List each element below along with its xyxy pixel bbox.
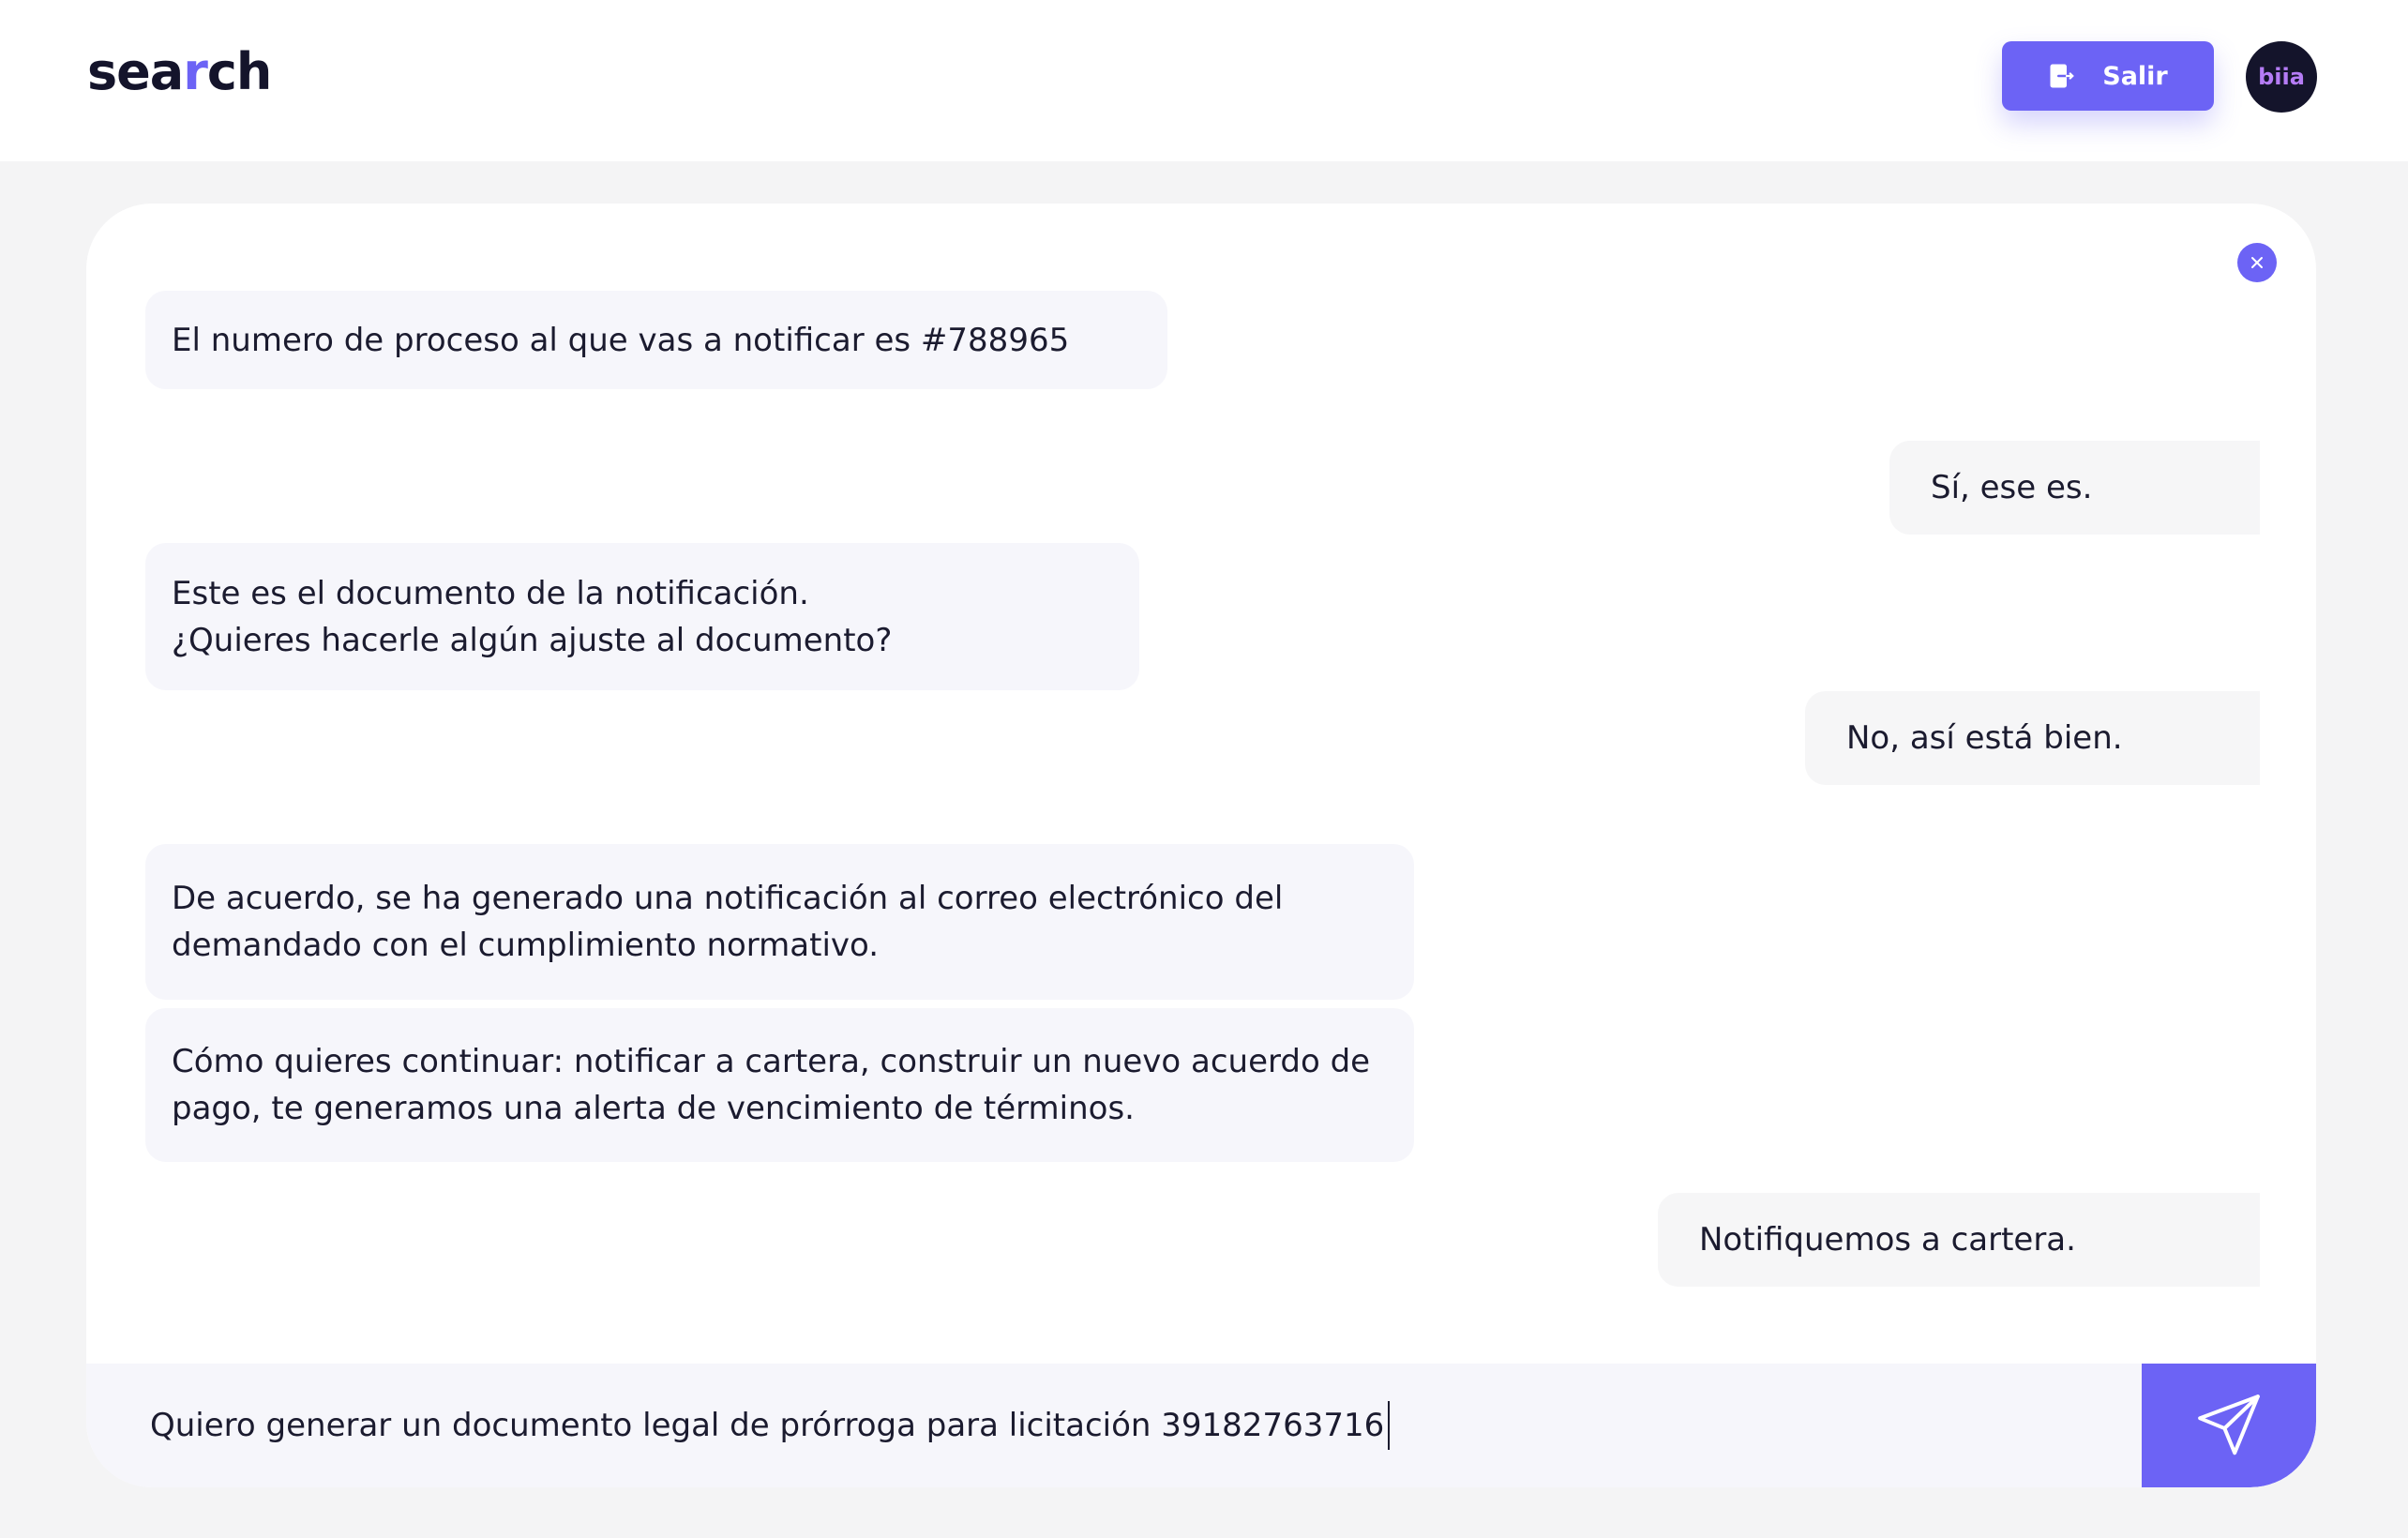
chat-message-user bbox=[1889, 441, 2260, 535]
message-line: ¿Quieres hacerle algún ajuste al documento? bbox=[172, 621, 893, 659]
chat-panel bbox=[86, 204, 2316, 1487]
message-line: De acuerdo, se ha generado una notificación al correo electrónico del bbox=[172, 880, 1284, 917]
message-line: Notifiquemos a cartera. bbox=[1699, 1221, 2076, 1259]
message-line: No, así está bien. bbox=[1846, 719, 2123, 757]
logo-text: search bbox=[87, 42, 272, 101]
chat-message-user bbox=[1805, 691, 2260, 785]
message-line: demandado con el cumplimiento normativo. bbox=[172, 927, 880, 964]
chat-message-bot bbox=[145, 291, 1167, 389]
chat-message-user bbox=[1658, 1193, 2260, 1287]
message-composer bbox=[86, 1364, 2316, 1487]
close-button[interactable] bbox=[2237, 243, 2277, 282]
close-icon bbox=[2248, 253, 2266, 272]
text-caret bbox=[1388, 1401, 1390, 1450]
chat-message-bot bbox=[145, 543, 1139, 690]
message-line: pago, te generamos una alerta de vencimiento de términos. bbox=[172, 1090, 1135, 1127]
app-header bbox=[0, 0, 2408, 161]
chat-message-bot bbox=[145, 844, 1414, 1000]
search-logo[interactable] bbox=[87, 39, 271, 105]
avatar[interactable] bbox=[2246, 41, 2317, 113]
logout-icon bbox=[2048, 62, 2076, 90]
message-input[interactable] bbox=[150, 1395, 2119, 1455]
logout-button[interactable] bbox=[2002, 41, 2214, 111]
message-line: Este es el documento de la notificación. bbox=[172, 574, 809, 612]
chat-message-bot bbox=[145, 1008, 1414, 1162]
avatar-text: biia bbox=[2258, 64, 2305, 90]
message-input-value: Quiero generar un documento legal de prórroga para licitación 39182763716 bbox=[150, 1407, 1385, 1444]
logout-label: Salir bbox=[2102, 61, 2168, 91]
message-line: Sí, ese es. bbox=[1931, 469, 2093, 506]
send-icon bbox=[2194, 1391, 2264, 1460]
send-button[interactable] bbox=[2142, 1364, 2316, 1487]
message-line: El numero de proceso al que vas a notificar es #788965 bbox=[172, 321, 1070, 359]
message-line: Cómo quieres continuar: notificar a cartera, construir un nuevo acuerdo de bbox=[172, 1043, 1371, 1080]
